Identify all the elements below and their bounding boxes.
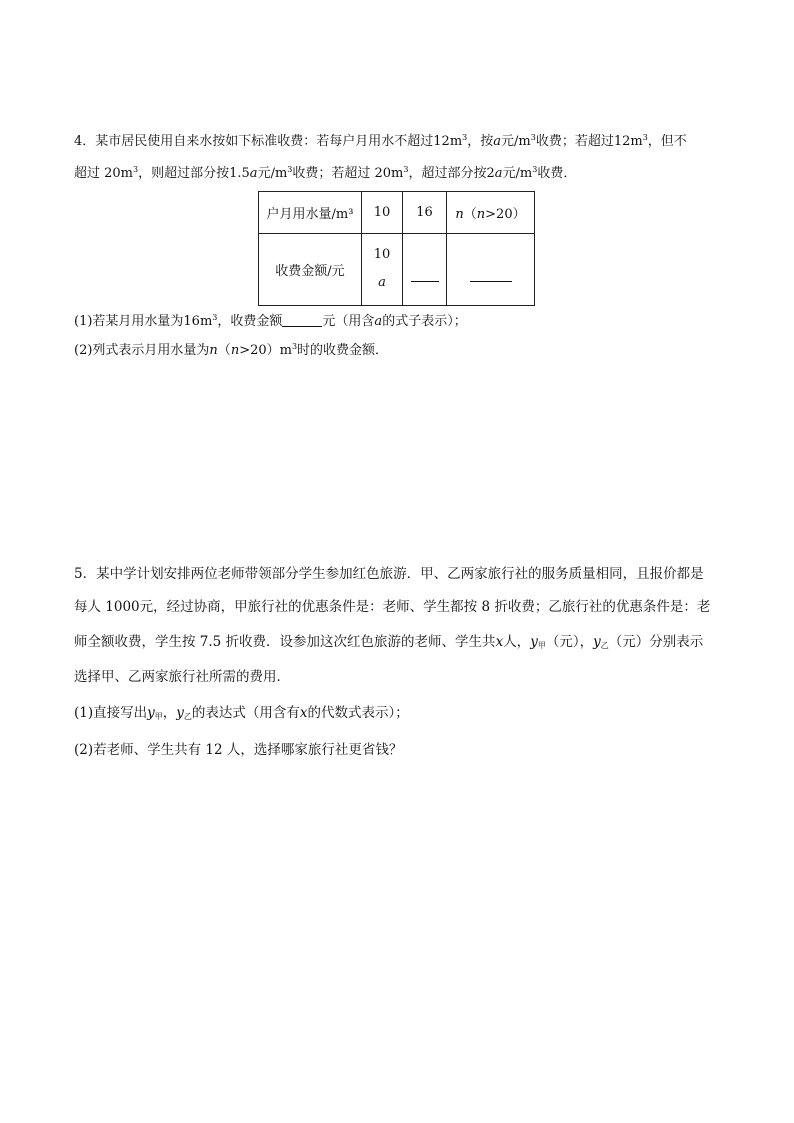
subscript: 甲 (537, 641, 546, 650)
variable: y (176, 705, 184, 721)
table-cell-n (447, 192, 535, 234)
q4-subquestion-2 (74, 342, 388, 360)
text: 收费；若超过 20m (292, 166, 404, 181)
text: 4．某市居民使用自来水按如下标准收费：若每户月用水不超过12m (74, 134, 463, 149)
cell-value (362, 247, 402, 290)
q5-subquestion-1 (74, 704, 409, 726)
superscript: 3 (642, 133, 648, 142)
answer-blank (411, 281, 439, 282)
text: ，收费金额 (217, 314, 283, 329)
text: (1)若某月用水量为16m (74, 314, 213, 329)
table-answer-blank-16 (403, 234, 447, 306)
q4-intro-line-2 (74, 165, 576, 183)
table-answer-blank-n (447, 234, 535, 306)
superscript: 3 (530, 133, 536, 142)
text: 元/m (257, 166, 288, 181)
variable: x (495, 634, 504, 650)
variable: n (455, 207, 464, 222)
text: （元）分别表示 (608, 634, 704, 650)
q5-line-1: 5．某中学计划安排两位老师带领部分学生参加红色旅游．甲、乙两家旅行社的服务质量相同，且报价都是 (74, 566, 704, 582)
variable: a (374, 314, 383, 329)
superscript: 3 (133, 165, 139, 174)
text: ， (162, 705, 177, 721)
text: 收费；若超过12m (535, 134, 643, 149)
table-cell-10: 10 (362, 192, 403, 234)
table-row (259, 234, 535, 306)
text: （ (463, 207, 477, 222)
text: 师全额收费，学生按 7.5 折收费．设参加这次红色旅游的老师、学生共 (74, 634, 496, 650)
table-header-usage: 户月用水量/m³ (259, 192, 362, 234)
text: 超过 20m (74, 166, 134, 181)
text: ，则超过部分按1.5 (138, 166, 250, 181)
variable: a (494, 166, 503, 181)
variable: n (476, 207, 486, 222)
variable: y (147, 705, 155, 721)
variable: a (249, 166, 258, 181)
text: 的表达式（用含有 (191, 705, 300, 721)
text: ，超过部分按2 (408, 166, 495, 181)
subscript: 甲 (154, 712, 163, 721)
text: 元/m (502, 166, 533, 181)
variable: a (493, 134, 502, 149)
text: >20）m (239, 343, 292, 358)
text: 收费． (537, 166, 577, 181)
text: 时的收费金额． (297, 343, 389, 358)
variable: y (593, 634, 601, 650)
q5-subquestion-2: (2)若老师、学生共有 12 人，选择哪家旅行社更省钱？ (74, 742, 403, 758)
superscript: 3 (532, 165, 538, 174)
q4-intro-line-1 (74, 133, 687, 151)
table-header-fee: 收费金额/元 (259, 234, 362, 306)
table-cell-10a (362, 234, 403, 306)
text: (1)直接写出 (74, 705, 148, 721)
q5-line-3 (74, 633, 703, 655)
text: 10 (373, 247, 391, 262)
q5-line-4: 选择甲、乙两家旅行社所需的费用． (74, 669, 290, 685)
variable: a (378, 275, 386, 290)
variable: x (299, 705, 308, 721)
text: （元）， (545, 634, 594, 650)
text: 的式子表示）； (382, 314, 467, 329)
text: 元（用含 (322, 314, 375, 329)
superscript: 3 (462, 133, 468, 142)
table-cell-16: 16 (403, 192, 447, 234)
q4-subquestion-1 (74, 313, 467, 331)
text: ，但不 (647, 134, 687, 149)
answer-blank (470, 281, 512, 282)
subscript: 乙 (600, 641, 609, 650)
superscript: 3 (212, 313, 218, 322)
text: >20） (485, 207, 526, 222)
text: 元/m (501, 134, 531, 149)
text: （ (217, 343, 231, 358)
text: (2)列式表示月用水量为 (74, 343, 210, 358)
superscript: 3 (291, 342, 298, 351)
text: ，按 (467, 134, 494, 149)
variable: n (230, 343, 240, 358)
superscript: 3 (287, 165, 293, 174)
q5-line-2: 每人 1000元，经过协商，甲旅行社的优惠条件是：老师、学生都按 8 折收费；乙旅行社的优惠条件是：老 (74, 599, 711, 615)
superscript: 3 (403, 165, 409, 174)
answer-blank (282, 314, 322, 327)
text: 的代数式表示）； (307, 705, 409, 721)
subscript: 乙 (183, 712, 192, 721)
variable: y (530, 634, 538, 650)
text: 人， (503, 634, 531, 650)
water-fee-table (258, 191, 535, 306)
table-row (259, 192, 535, 234)
variable: n (209, 343, 218, 358)
